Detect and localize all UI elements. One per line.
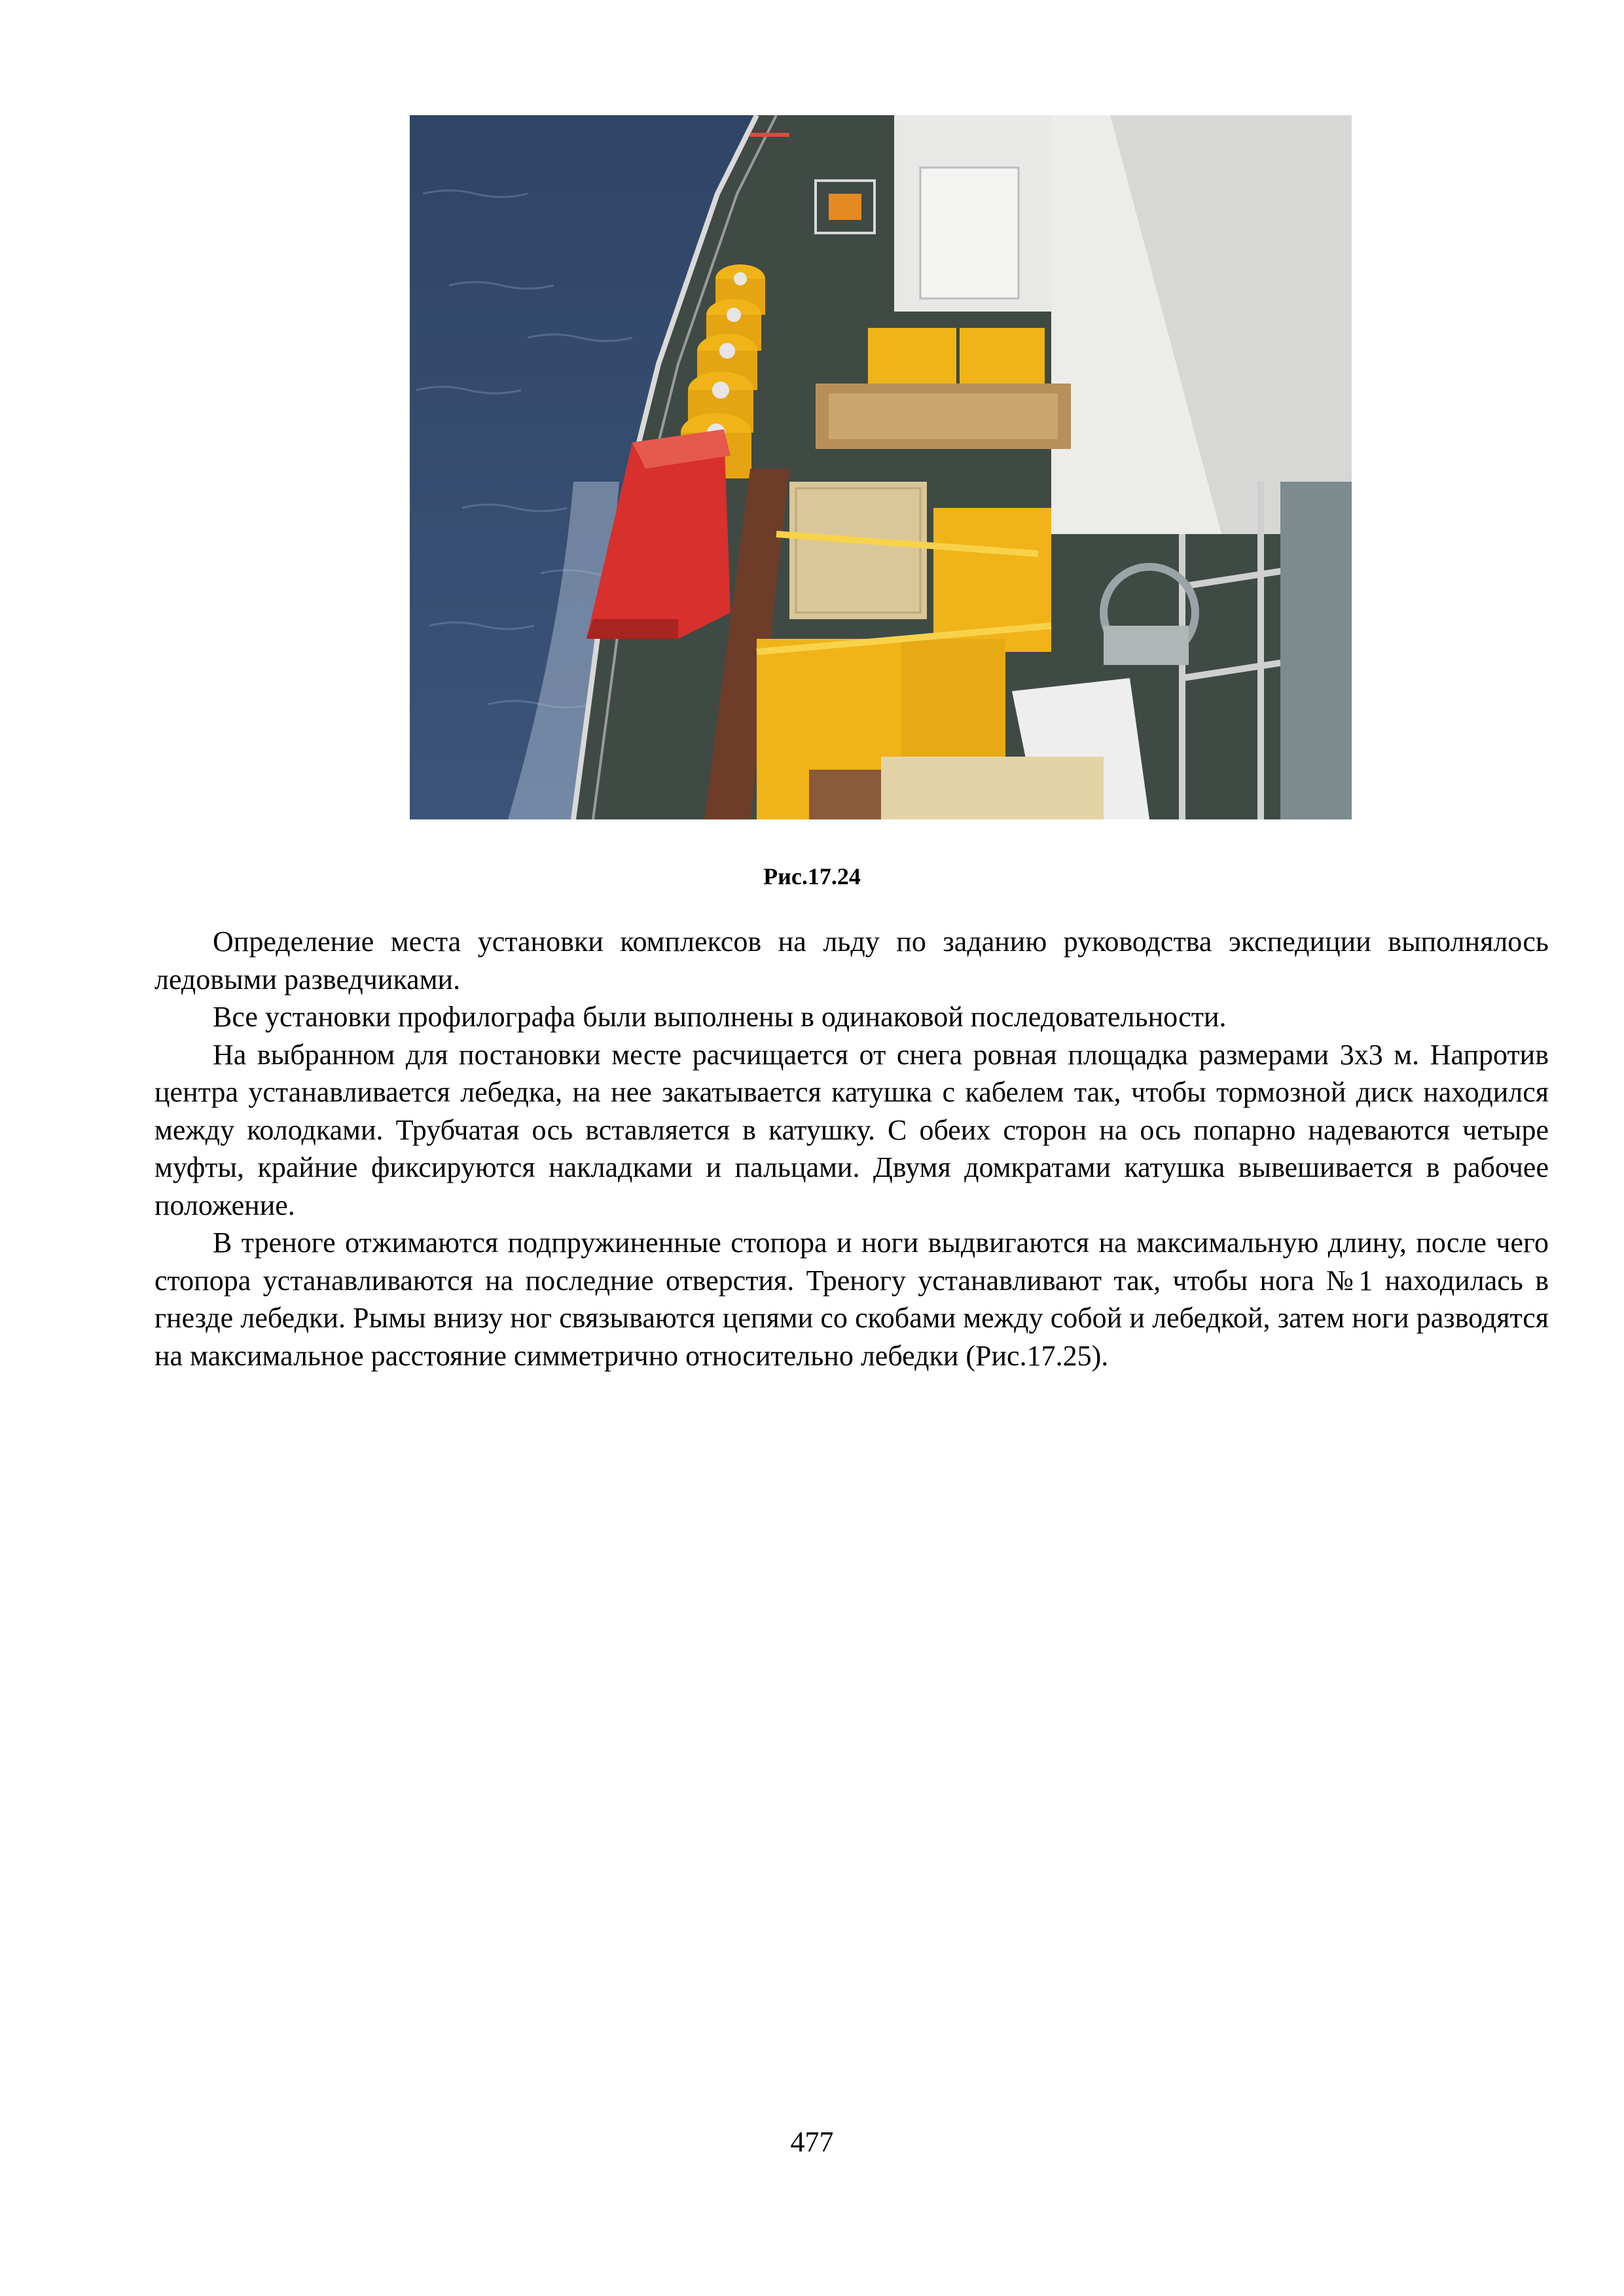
paragraph: Определение места установки комплексов на льду по заданию руководства экспедиции выполнялось ледовыми разведчиками. xyxy=(154,925,1549,996)
plywood-crate xyxy=(789,482,927,619)
photo-ship-deck-cargo xyxy=(410,115,1352,819)
paragraph: В треноге отжимаются подпружиненные стопора и ноги выдвигаются на максимальную длину, после чего стопора устанавливаются на последние отверстия. Треногу устанавливают так, чтобы нога №1 находилась в гнезде лебедки. Рымы внизу ног связываются цепями со скобами между собой и лебедкой, затем ноги разводятся на максимальное расстояние симметрично относительно лебедки (Рис.17.25). xyxy=(154,1227,1549,1372)
ship-deck-illustration xyxy=(410,115,1352,819)
yellow-box xyxy=(868,328,956,390)
page-number: 477 xyxy=(790,2126,834,2158)
paragraph: Все установки профилографа были выполнены в одинаковой последовательности. xyxy=(213,1001,1227,1033)
paragraph: На выбранном для постановки месте расчищается от снега ровная площадка размерами 3х3 м. Напротив центра устанавливается лебедка, на нее закатывается катушка с кабелем так, чтобы тормозной диск находился между колодками. Трубчатая ось вставляется в катушку. С обеих сторон на ось попарно надеваются четыре муфты, крайние фиксируются накладками и пальцами. Двумя домкратами катушка вывешивается в рабочее положение. xyxy=(154,1038,1549,1221)
figure-caption: Рис.17.24 xyxy=(763,863,861,889)
body-text xyxy=(154,923,1549,1374)
